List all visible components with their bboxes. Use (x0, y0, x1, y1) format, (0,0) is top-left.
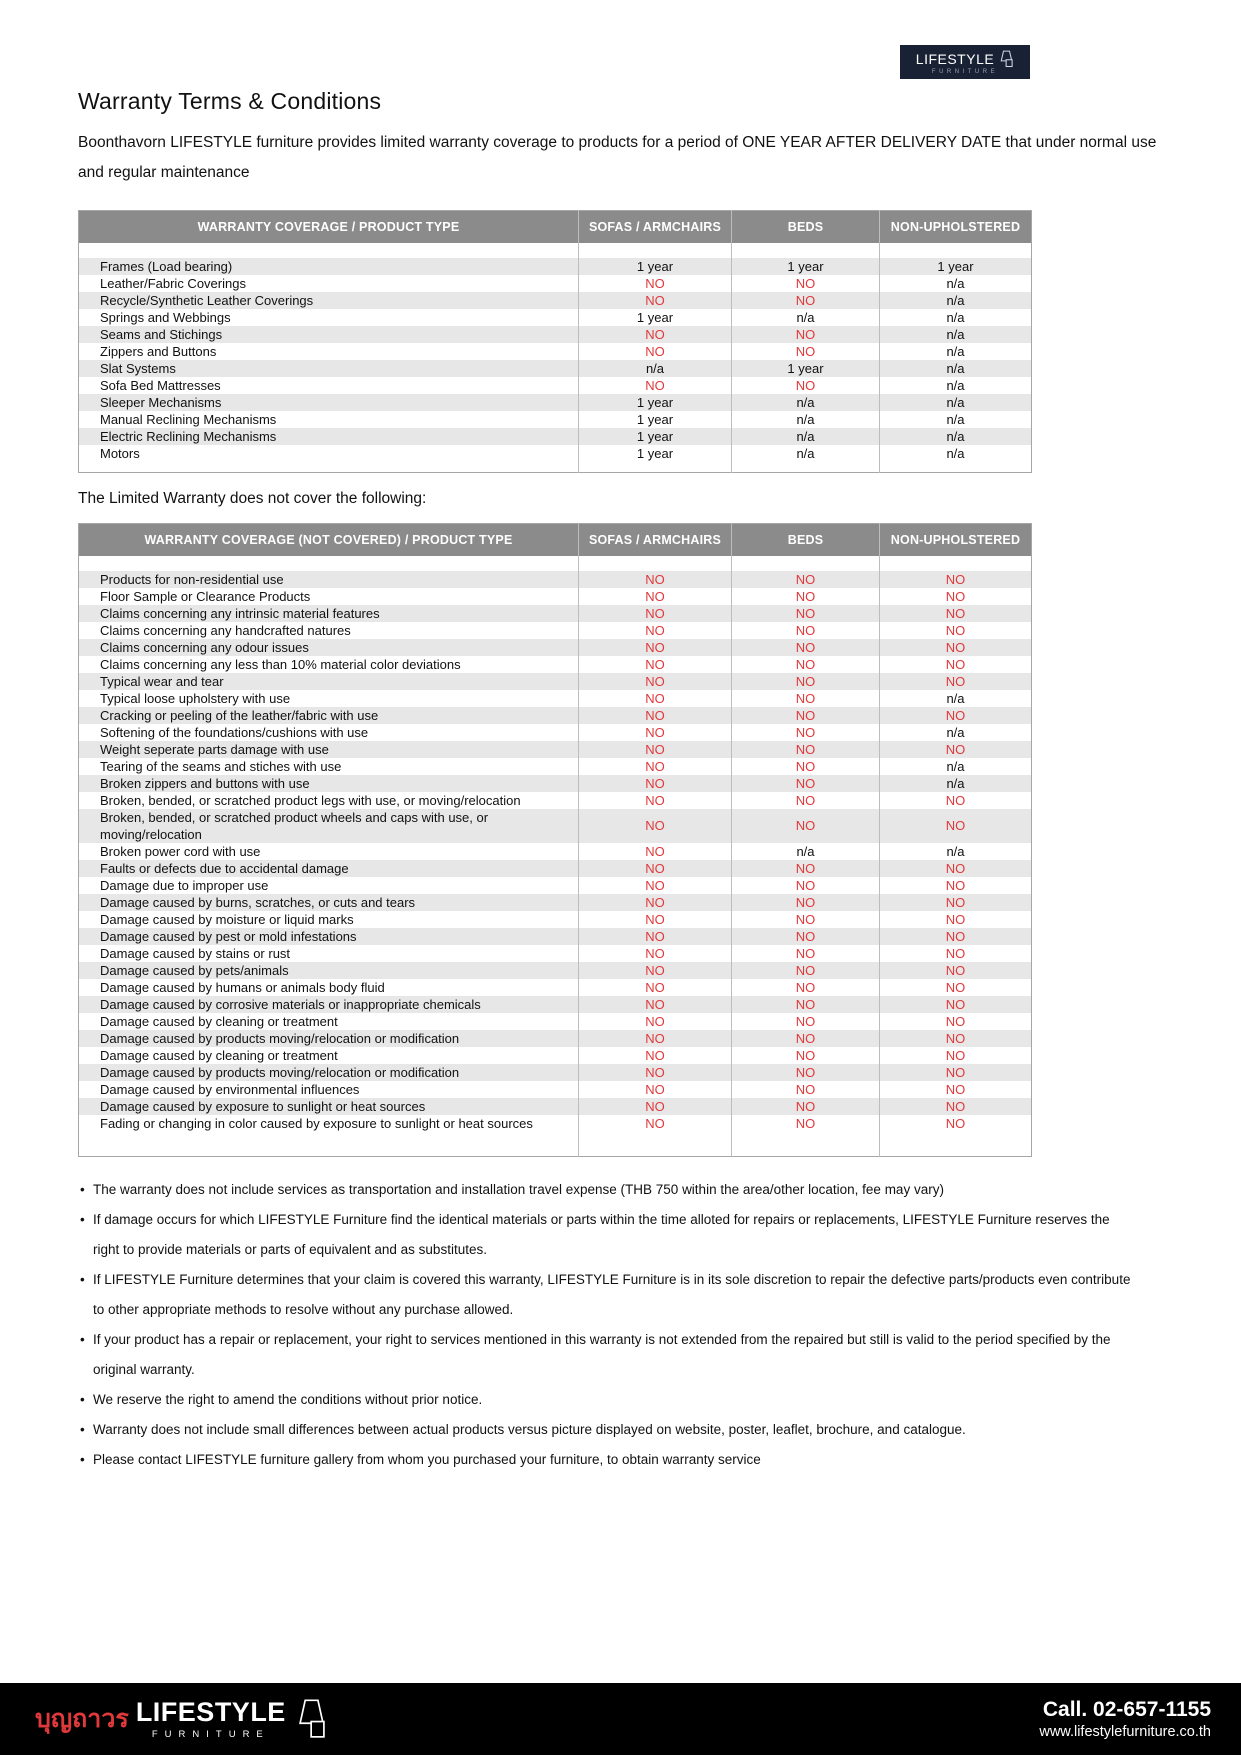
cell-value: NO (732, 860, 880, 877)
row-label: Cracking or peeling of the leather/fabric with use (79, 707, 579, 724)
table-row (79, 309, 1032, 326)
row-label: Damage caused by cleaning or treatment (100, 1013, 338, 1029)
cell-value: NO (732, 1115, 880, 1132)
cell-value: NO (579, 962, 732, 979)
cell-value: NO (880, 741, 1032, 758)
table-row (79, 843, 1032, 860)
row-label: Broken zippers and buttons with use (79, 775, 579, 792)
cell-value: n/a (880, 394, 1032, 411)
row-label: Weight seperate parts damage with use (79, 741, 579, 758)
brand-name: LIFESTYLE (135, 1696, 286, 1727)
column-header: WARRANTY COVERAGE / PRODUCT TYPE (79, 211, 579, 243)
table-row (79, 1081, 1032, 1098)
cell-value: n/a (732, 309, 880, 326)
row-label: Broken, bended, or scratched product wheels and caps with use, or moving/relocation (79, 809, 579, 843)
row-label: Damage caused by stains or rust (100, 945, 291, 961)
cell-value: NO (579, 1081, 732, 1098)
table-row (79, 979, 1032, 996)
row-label: Damage caused by moisture or liquid marks (100, 911, 354, 927)
table-row (79, 1098, 1032, 1115)
cell-value: n/a (880, 843, 1032, 860)
cell-value: NO (880, 1047, 1032, 1064)
table-row (79, 809, 1032, 843)
table-row (79, 1013, 1032, 1030)
row-label: Broken, bended, or scratched product legs with use, or moving/relocation (100, 792, 521, 808)
cell-value: NO (732, 571, 880, 588)
cell-value: NO (880, 928, 1032, 945)
cell-value: NO (579, 588, 732, 605)
lifestyle-logo-badge (900, 45, 1030, 79)
row-label: Sofa Bed Mattresses (100, 377, 221, 393)
cell-value: NO (579, 741, 732, 758)
table-row (79, 945, 1032, 962)
table-row (79, 377, 1032, 394)
cell-value: NO (732, 911, 880, 928)
cell-value: NO (880, 894, 1032, 911)
row-label: Damage caused by environmental influences (100, 1081, 360, 1097)
cell-value: 1 year (880, 258, 1032, 275)
table-row (79, 962, 1032, 979)
row-label: Zippers and Buttons (100, 343, 217, 359)
table-row (79, 1115, 1032, 1132)
row-label: Damage due to improper use (100, 877, 269, 893)
cell-value: 1 year (579, 309, 732, 326)
bullet-icon: • (80, 1452, 85, 1467)
table-row (79, 656, 1032, 673)
cell-value: NO (579, 326, 732, 343)
cell-value: NO (880, 1098, 1032, 1115)
cell-value: NO (579, 1013, 732, 1030)
cell-value: n/a (880, 690, 1032, 707)
row-label: Typical loose upholstery with use (100, 690, 291, 706)
cell-value: NO (880, 979, 1032, 996)
row-label: Damage caused by pest or mold infestations (79, 928, 579, 945)
cell-value: 1 year (732, 258, 880, 275)
brand-thai-text: บุญถาวร (35, 1704, 129, 1733)
cell-value: 1 year (579, 411, 732, 428)
note-item (80, 1325, 1135, 1385)
cell-value: n/a (880, 275, 1032, 292)
table-row (79, 292, 1032, 309)
cell-value: NO (579, 673, 732, 690)
cell-value: NO (579, 860, 732, 877)
cell-value: NO (732, 1013, 880, 1030)
column-header: NON-UPHOLSTERED (880, 524, 1032, 556)
row-label: Manual Reclining Mechanisms (100, 411, 277, 427)
cell-value: NO (732, 809, 880, 843)
cell-value: 1 year (579, 428, 732, 445)
cell-value: NO (579, 911, 732, 928)
website-url: www.lifestylefurniture.co.th (1039, 1724, 1211, 1740)
cell-value: NO (579, 724, 732, 741)
cell-value: n/a (880, 377, 1032, 394)
footer-contact (1039, 1698, 1211, 1740)
bullet-icon: • (80, 1332, 85, 1347)
cell-value: NO (880, 809, 1032, 843)
cell-value: 1 year (579, 394, 732, 411)
cell-value: NO (579, 928, 732, 945)
table-row (79, 758, 1032, 775)
cell-value: NO (880, 1030, 1032, 1047)
cell-value: NO (880, 571, 1032, 588)
row-label: Softening of the foundations/cushions with use (100, 724, 369, 740)
note-item (80, 1175, 1135, 1205)
column-header: WARRANTY COVERAGE (NOT COVERED) / PRODUCT TYPE (79, 524, 579, 556)
cell-value: NO (732, 690, 880, 707)
cell-value: NO (732, 945, 880, 962)
bullet-icon: • (80, 1182, 85, 1197)
footer-brand (35, 1697, 329, 1741)
cell-value: 1 year (579, 445, 732, 462)
cell-value: NO (880, 622, 1032, 639)
cell-value: n/a (732, 394, 880, 411)
table-row (79, 639, 1032, 656)
bullet-icon: • (80, 1212, 85, 1227)
note-item (80, 1445, 1135, 1475)
cell-value: NO (732, 605, 880, 622)
row-label: Recycle/Synthetic Leather Coverings (79, 292, 579, 309)
row-label: Claims concerning any odour issues (79, 639, 579, 656)
cell-value: NO (732, 877, 880, 894)
cell-value: NO (732, 275, 880, 292)
row-label: Slat Systems (79, 360, 579, 377)
column-header: BEDS (732, 524, 880, 556)
row-label: Damage caused by corrosive materials or inappropriate chemicals (79, 996, 579, 1013)
row-label: Products for non-residential use (79, 571, 579, 588)
cell-value: NO (732, 707, 880, 724)
row-label: Claims concerning any less than 10% material color deviations (100, 656, 461, 672)
cell-value: NO (732, 741, 880, 758)
cell-value: NO (732, 979, 880, 996)
cell-value: NO (579, 639, 732, 656)
column-header: SOFAS / ARMCHAIRS (579, 211, 732, 243)
note-item (80, 1385, 1135, 1415)
cell-value: NO (579, 1047, 732, 1064)
cell-value: NO (579, 758, 732, 775)
table-row (79, 258, 1032, 275)
cell-value: NO (880, 945, 1032, 962)
table-row (79, 360, 1032, 377)
row-label: Floor Sample or Clearance Products (100, 588, 311, 604)
cell-value: NO (732, 1030, 880, 1047)
table-row (79, 1030, 1032, 1047)
cell-value: n/a (732, 843, 880, 860)
table-row (79, 326, 1032, 343)
row-label: Damage caused by burns, scratches, or cuts and tears (79, 894, 579, 911)
column-header: NON-UPHOLSTERED (880, 211, 1032, 243)
row-label: Tearing of the seams and stiches with use (100, 758, 342, 774)
cell-value: NO (880, 1115, 1032, 1132)
row-label: Seams and Stichings (79, 326, 579, 343)
table-row (79, 724, 1032, 741)
table-row (79, 605, 1032, 622)
cell-value: 1 year (732, 360, 880, 377)
row-label: Damage caused by products moving/relocation or modification (79, 1030, 579, 1047)
intro-text: Boonthavorn LIFESTYLE furniture provides limited warranty coverage to products for a period of ONE YEAR AFTER DELIVERY DATE that under normal use and regular maintenance (78, 134, 1157, 181)
cell-value: NO (579, 292, 732, 309)
cell-value: NO (732, 1047, 880, 1064)
table-row (79, 894, 1032, 911)
lamp-icon (295, 1697, 329, 1741)
note-text: If your product has a repair or replacement, your right to services mentioned in this warranty is not extended from the repaired but still is valid to the period specified by the original warranty. (93, 1332, 1111, 1377)
phone-number: Call. 02-657-1155 (1042, 1698, 1211, 1721)
cell-value: NO (579, 275, 732, 292)
cell-value: NO (579, 809, 732, 843)
note-text: If damage occurs for which LIFESTYLE Furniture find the identical materials or parts within the time alloted for repairs or replacements, LIFESTYLE Furniture reserves the right to provide materials or parts of equivalent and as substitutes. (93, 1212, 1110, 1257)
table-row (79, 1064, 1032, 1081)
row-label: Motors (100, 445, 140, 461)
row-label: Damage caused by cleaning or treatment (100, 1047, 338, 1063)
row-label: Claims concerning any intrinsic material features (79, 605, 579, 622)
cell-value: NO (579, 377, 732, 394)
row-label: Damage caused by exposure to sunlight or heat sources (79, 1098, 579, 1115)
cell-value: NO (732, 724, 880, 741)
note-item (80, 1265, 1135, 1325)
cell-value: NO (732, 656, 880, 673)
cell-value: NO (579, 979, 732, 996)
table-row (79, 860, 1032, 877)
not-covered-table (78, 523, 1241, 1157)
row-label: Sleeper Mechanisms (79, 394, 579, 411)
cell-value: n/a (880, 411, 1032, 428)
cell-value: n/a (880, 775, 1032, 792)
cell-value: n/a (880, 360, 1032, 377)
cell-value: NO (579, 843, 732, 860)
cell-value: NO (579, 792, 732, 809)
table-row (79, 775, 1032, 792)
bullet-icon: • (80, 1422, 85, 1437)
cell-value: NO (880, 996, 1032, 1013)
cell-value: NO (579, 775, 732, 792)
row-label: Broken power cord with use (100, 843, 261, 859)
cell-value: NO (579, 1030, 732, 1047)
row-label: Fading or changing in color caused by exposure to sunlight or heat sources (100, 1115, 533, 1131)
cell-value: n/a (880, 309, 1032, 326)
table-row (79, 673, 1032, 690)
cell-value: NO (732, 673, 880, 690)
cell-value: NO (732, 962, 880, 979)
cell-value: n/a (880, 428, 1032, 445)
coverage-table (78, 210, 1241, 473)
table-row (79, 411, 1032, 428)
cell-value: NO (880, 1064, 1032, 1081)
cell-value: NO (579, 877, 732, 894)
cell-value: NO (880, 673, 1032, 690)
table-row (79, 1047, 1032, 1064)
note-text: Warranty does not include small differences between actual products versus picture displayed on website, poster, leaflet, brochure, and catalogue. (93, 1422, 966, 1437)
cell-value: NO (732, 377, 880, 394)
logo-brand-text: LIFESTYLE (915, 50, 995, 67)
cell-value: NO (880, 656, 1032, 673)
row-label: Typical wear and tear (79, 673, 579, 690)
table-row (79, 622, 1032, 639)
footer (0, 1683, 1241, 1755)
brand-sub: FURNITURE (151, 1728, 270, 1740)
cell-value: NO (579, 1098, 732, 1115)
page-title: Warranty Terms & Conditions (78, 88, 382, 114)
note-text: If LIFESTYLE Furniture determines that your claim is covered this warranty, LIFESTYLE Furniture is in its sole discretion to repair the defective parts/products even contribute to other appropriate methods to resolve without any purchase allowed. (93, 1272, 1131, 1317)
cell-value: n/a (880, 445, 1032, 462)
table-row (79, 394, 1032, 411)
cell-value: NO (732, 1081, 880, 1098)
table-row (79, 707, 1032, 724)
cell-value: NO (579, 605, 732, 622)
note-item (80, 1415, 1135, 1445)
note-text: We reserve the right to amend the conditions without prior notice. (93, 1392, 483, 1407)
cell-value: NO (732, 928, 880, 945)
cell-value: NO (579, 343, 732, 360)
bullet-icon: • (80, 1272, 85, 1287)
table-row (79, 877, 1032, 894)
table-row (79, 928, 1032, 945)
table-row (79, 445, 1032, 462)
cell-value: NO (880, 707, 1032, 724)
note-item (80, 1205, 1135, 1265)
cell-value: NO (732, 343, 880, 360)
row-label: Damage caused by pets/animals (79, 962, 579, 979)
column-header: BEDS (732, 211, 880, 243)
row-label: Damage caused by products moving/relocation or modification (79, 1064, 579, 1081)
cell-value: NO (880, 911, 1032, 928)
row-label: Leather/Fabric Coverings (100, 275, 246, 291)
note-text: Please contact LIFESTYLE furniture gallery from whom you purchased your furniture, to obtain warranty service (93, 1452, 761, 1467)
table-row (79, 588, 1032, 605)
column-header: SOFAS / ARMCHAIRS (579, 524, 732, 556)
table-row (79, 996, 1032, 1013)
cell-value: NO (732, 292, 880, 309)
cell-value: NO (579, 1064, 732, 1081)
cell-value: NO (732, 775, 880, 792)
cell-value: NO (732, 1064, 880, 1081)
cell-value: NO (880, 1013, 1032, 1030)
row-label: Faults or defects due to accidental damage (79, 860, 579, 877)
cell-value: NO (880, 588, 1032, 605)
cell-value: NO (732, 792, 880, 809)
cell-value: NO (732, 326, 880, 343)
logo-sub-text: FURNITURE (931, 68, 999, 75)
table-row (79, 571, 1032, 588)
cell-value: NO (579, 894, 732, 911)
cell-value: n/a (880, 343, 1032, 360)
cell-value: NO (579, 656, 732, 673)
cell-value: n/a (880, 758, 1032, 775)
cell-value: NO (880, 605, 1032, 622)
table-row (79, 741, 1032, 758)
cell-value: n/a (579, 360, 732, 377)
cell-value: NO (732, 588, 880, 605)
cell-value: 1 year (579, 258, 732, 275)
table-row (79, 792, 1032, 809)
row-label: Springs and Webbings (100, 309, 231, 325)
row-label: Electric Reclining Mechanisms (79, 428, 579, 445)
row-label: Frames (Load bearing) (79, 258, 579, 275)
bullet-icon: • (80, 1392, 85, 1407)
cell-value: NO (732, 622, 880, 639)
cell-value: NO (880, 639, 1032, 656)
cell-value: n/a (880, 724, 1032, 741)
cell-value: NO (732, 639, 880, 656)
table-row (79, 275, 1032, 292)
cell-value: NO (579, 996, 732, 1013)
cell-value: NO (579, 571, 732, 588)
cell-value: NO (880, 792, 1032, 809)
table-row (79, 690, 1032, 707)
row-label: Damage caused by humans or animals body fluid (100, 979, 385, 995)
row-label: Claims concerning any handcrafted natures (100, 622, 351, 638)
cell-value: NO (579, 707, 732, 724)
table-row (79, 343, 1032, 360)
cell-value: NO (732, 894, 880, 911)
cell-value: n/a (880, 292, 1032, 309)
cell-value: n/a (732, 411, 880, 428)
cell-value: NO (880, 860, 1032, 877)
cell-value: NO (579, 945, 732, 962)
cell-value: NO (880, 962, 1032, 979)
cell-value: n/a (732, 445, 880, 462)
cell-value: NO (880, 1081, 1032, 1098)
cell-value: n/a (880, 326, 1032, 343)
cell-value: NO (579, 1115, 732, 1132)
table-row (79, 911, 1032, 928)
cell-value: NO (880, 877, 1032, 894)
cell-value: NO (579, 690, 732, 707)
not-covered-label: The Limited Warranty does not cover the following: (78, 490, 427, 507)
notes-list (80, 1175, 1135, 1475)
note-text: The warranty does not include services as transportation and installation travel expense (THB 750 within the area/other location, fee may vary) (93, 1182, 944, 1197)
cell-value: NO (579, 622, 732, 639)
lamp-icon (999, 50, 1014, 68)
cell-value: n/a (732, 428, 880, 445)
cell-value: NO (732, 1098, 880, 1115)
table-row (79, 428, 1032, 445)
cell-value: NO (732, 758, 880, 775)
cell-value: NO (732, 996, 880, 1013)
